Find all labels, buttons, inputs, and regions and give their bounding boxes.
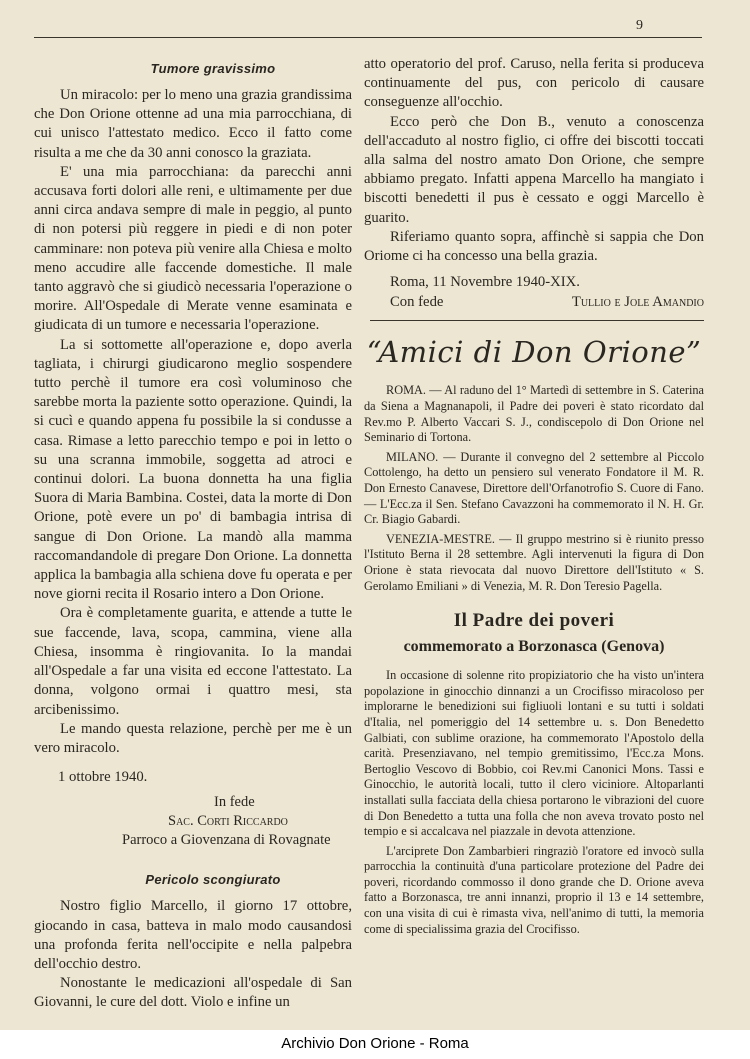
signature-name: Tullio e Jole Amandio [571,294,704,311]
news-item: ROMA. — Al raduno del 1° Martedì di settembre in S. Caterina da Siena a Magnanapoli, il Padre dei poveri è stato ricordato dal Rev.mo P. Alberto Vaccari S. J., condiscepolo di Don Orione nel Seminario di Tortona. [364,383,704,445]
archive-footer [0,1030,750,1059]
right-column [364,55,704,941]
signature-block [364,293,704,312]
signature-name: Sac. Corti Riccardo [168,813,288,830]
footer-text: Archivio Don Orione - Roma [281,1035,469,1052]
paragraph: In occasione di solenne rito propiziatorio che ha visto un'intera popolazione in ginocchio dinnanzi a un Crocifisso miracoloso per implorarne le benedizioni sui figliuoli lontani e su tutti i soldati d'Italia, nel pomeriggio del 14 settembre u. s. Don Benedetto Galbiati, con sublime orazione, ha commemorato l'Apostolo della carità. Presenziavano, nel tempio gremitissimo, l'Ecc.za Mons. Bertoglio Vescovo di Bobbio, coi Rev.mi Canonici Mons. Tassi e Ginocchio, le autorità locali, tutto il clero viciniore. Altoparlanti installati sulla facciata della chiesa portarono le vibrazioni del cuore di Don Benedetto a tutta una folla che non aveva trovato posto nel tempio e si accalcava nel piazzale in devota attenzione. [364,668,704,839]
paragraph: Nostro figlio Marcello, il giorno 17 ottobre, giocando in casa, batteva in malo modo causandosi una profonda ferita nell'occipite e nella palpebra dell'occhio destro. [34,898,352,972]
section-divider [370,320,704,321]
date-line: Roma, 11 Novembre 1940-XIX. [390,274,580,291]
header-rule [34,37,702,38]
signature-line: Con fede [390,294,444,311]
article-title: Il Padre dei poveri [453,610,615,632]
news-item: MILANO. — Durante il convegno del 2 settembre al Piccolo Cottolengo, ha detto un pensiero sul venerato Fondatore il M. R. Don Ernesto Canavese, Direttore dell'Orfanotrofio S. Cuore di Fano. — L'Ecc.za il Sen. Stefano Cavazzoni ha commemorato il N. H. Gr. Cr. Biagio Gabardi. [364,449,704,527]
paragraph: Un miracolo: per lo meno una grazia grandissima che Don Orione ottenne ad una mia parrocchiana, di cui unisco l'attestato medico. Ecco il fatto come risulta a me che da 30 anni conosco la graziata. [34,87,352,161]
news-item: VENEZIA-MESTRE. — Il gruppo mestrino si è riunito presso l'Istituto Berna il 28 settembre. Agli intervenuti la figura di Don Orione è stata rievocata dal nuovo Direttore dell'Istituto « S. Gerolamo Emiliani » di Venezia, M. R. Don Teresio Pagella. [364,531,704,593]
paragraph: Riferiamo quanto sopra, affinchè si sappia che Don Oriome ci ha concesso una bella grazia. [364,228,704,265]
article-subtitle: commemorato a Borzonasca (Genova) [403,638,665,656]
left-column [34,55,352,1013]
paragraph: Ecco però che Don B., venuto a conoscenza dell'accaduto al nostro figlio, ci offre dei biscotti toccati alla salma del nostro amato Don Orione, che sempre abbiamo pregato. Infatti appena Marcello ha mangiato i biscotti benedetti il pus è cessato e oggi Marcello è guarito. [364,113,704,226]
section-title-pericolo: Pericolo scongiurato [145,872,281,888]
paragraph: L'arciprete Don Zambarbieri ringraziò l'oratore ed invocò sulla parrocchia la continuità d'una particolare protezione del Padre dei poveri, ricordando commosso il dono grande che D. Orione aveva fatto a Borzonasca, tre anni innanzi, proprio il 13 e 14 settembre, con una visita di cui è rimasta viva, nell'animo di tutti, la memoria come di specialissima grazia del Crocifisso. [364,843,704,936]
signature-block [122,793,352,850]
paragraph: E' una mia parrocchiana: da parecchi anni accusava forti dolori alle reni, e ultimamente per due anni circa andava sempre di male in peggio, al punto di non potersi più reggere in piedi e di non poter camminare: non poteva più venire alla Chiesa e molto meno accudire alle faccende domestiche. Il male tanto aggravò che si giudicò necessaria l'operazione o morire. All'Ospedale di Merate venne esaminata e giudicata di un tumore e necessaria l'operazione. [34,163,352,334]
signature-line: In fede [214,794,255,811]
amici-heading: “Amici di Don Orione” [366,335,702,370]
section-title-tumore: Tumore gravissimo [150,61,276,76]
paragraph: Nonostante le medicazioni all'ospedale di San Giovanni, le cure del dott. Violo e infine un [34,975,352,1011]
page-number: 9 [636,18,643,33]
paragraph: Le mando questa relazione, perchè per me è un vero miracolo. [34,720,352,756]
amici-news [364,383,704,594]
signature-role: Parroco a Giovenzana di Rovagnate [122,832,331,849]
paragraph: atto operatorio del prof. Caruso, nella ferita si produceva continuamente del pus, con pericolo di causare conseguenze all'occhio. [364,56,704,111]
date-line: 1 ottobre 1940. [58,769,148,786]
article-body [364,668,704,937]
paragraph: Ora è completamente guarita, e attende a tutte le sue faccende, lava, scopa, cammina, viene alla Chiesa, insomma è ringiovanita. Io la mandai all'Ospedale a far una visita ed eccone l'attestato. La donna, volgono ormai i quattro mesi, sta arcibenissimo. [34,605,352,718]
paragraph: La si sottomette all'operazione e, dopo averla tagliata, i chirurgi giudicarono meglio sospendere tutto perchè il tumore era così voluminoso che sarebbe morta la paziente sotto operazione. Quindi, la si cucì e quando appena fu possibile la si condusse a casa. Rimase a letto parecchio tempo e poi in letto o su una scranna immobile, soggetta ad atroci e continui dolori. La buona donnetta ha una figlia Suora di Maria Bambina. Costei, data la morte di Don Orione, potè evere un po' di bambagia intrisa di sangue di Don Orione. La mandò alla mamma raccomandandole di pregare Don Orione. La donnetta applica la bambagia alla schiena dove fu operata e per nove giorni recita il Rosario intero a Don Orione. [34,336,352,603]
